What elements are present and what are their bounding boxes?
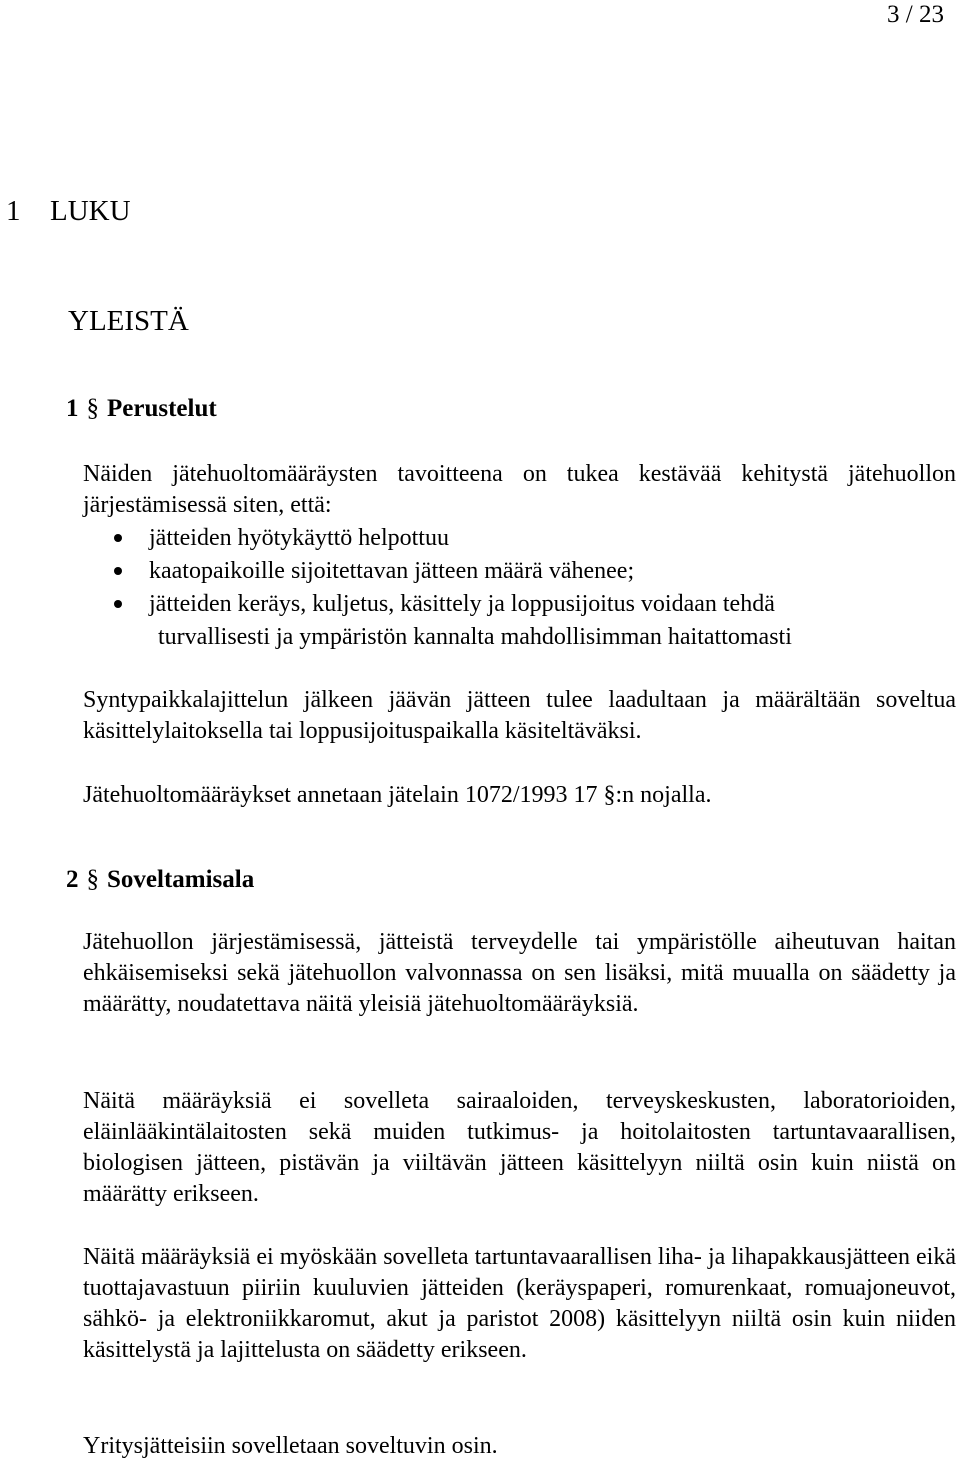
chapter-number: 1 (6, 195, 21, 227)
body-paragraph: Jätehuollon järjestämisessä, jätteistä terveydelle tai ympäristölle aiheutuvan haitan ehkäisemiseksi sekä jätehuollon valvonnassa on sen lisäksi, mitä muualla on säädetty ja määrätty, noudatettava näitä yleisiä jätehuoltomääräyksiä. (83, 929, 956, 1017)
list-item: jätteiden keräys, kuljetus, käsittely ja loppusijoitus voidaan tehdä turvallisesti ja ympäristön kannalta mahdollisimman haitattomasti (83, 588, 956, 654)
paragraph-number: 2 (66, 866, 79, 893)
body-paragraph: Yritysjätteisiin sovelletaan soveltuvin osin. (83, 1433, 498, 1459)
bullet-list (83, 522, 956, 654)
section-sign: § (86, 866, 99, 893)
list-item: jätteiden hyötykäyttö helpottuu (83, 522, 956, 555)
chapter-title: LUKU (50, 195, 131, 227)
paragraph-heading-2 (66, 865, 254, 895)
body-paragraph: Jätehuoltomääräykset annetaan jätelain 1072/1993 17 §:n nojalla. (83, 782, 712, 808)
intro-text: Näiden jätehuoltomääräysten tavoitteena on tukea kestävää kehitystä jätehuollon järjestämisessä siten, että: (83, 461, 956, 518)
bullet-icon (114, 567, 122, 575)
paragraph-title: Perustelut (107, 395, 217, 422)
chapter-heading (6, 194, 131, 228)
section-sign: § (86, 395, 99, 422)
paragraph-number: 1 (66, 395, 79, 422)
paragraph-heading-1 (66, 394, 217, 424)
list-item-continuation: turvallisesti ja ympäristön kannalta mahdollisimman haitattomasti (158, 624, 792, 650)
page-number: 3 / 23 (887, 1, 944, 28)
list-item: kaatopaikoille sijoitettavan jätteen määrä vähenee; (83, 555, 956, 588)
bullet-icon (114, 534, 122, 542)
bullet-icon (114, 600, 122, 608)
body-paragraph: Näitä määräyksiä ei myöskään sovelleta tartuntavaarallisen liha- ja lihapakkausjätteen eikä tuottajavastuun piiriin kuuluvien jätteiden (keräyspaperi, romurenkaat, romuajoneuvot, sähkö- ja elektroniikkaromut, akut ja paristot 2008) käsittelyyn niiltä osin kuin niiden käsittelystä ja lajittelusta on säädetty erikseen. (83, 1244, 956, 1363)
body-paragraph: Syntypaikkalajittelun jälkeen jäävän jätteen tulee laadultaan ja määrältään soveltua käsittelylaitoksella tai loppusijoituspaikalla käsiteltäväksi. (83, 687, 956, 744)
body-paragraph: Näitä määräyksiä ei sovelleta sairaaloiden, terveyskeskusten, laboratorioiden, eläinlääkintälaitosten sekä muiden tutkimus- ja hoitolaitosten tartuntavaarallisen, biologisen jätteen, pistävän ja viiltävän jätteen käsittelyyn niiltä osin kuin niistä on määrätty erikseen. (83, 1088, 956, 1207)
paragraph-title: Soveltamisala (107, 866, 255, 893)
section-title: YLEISTÄ (68, 305, 189, 337)
